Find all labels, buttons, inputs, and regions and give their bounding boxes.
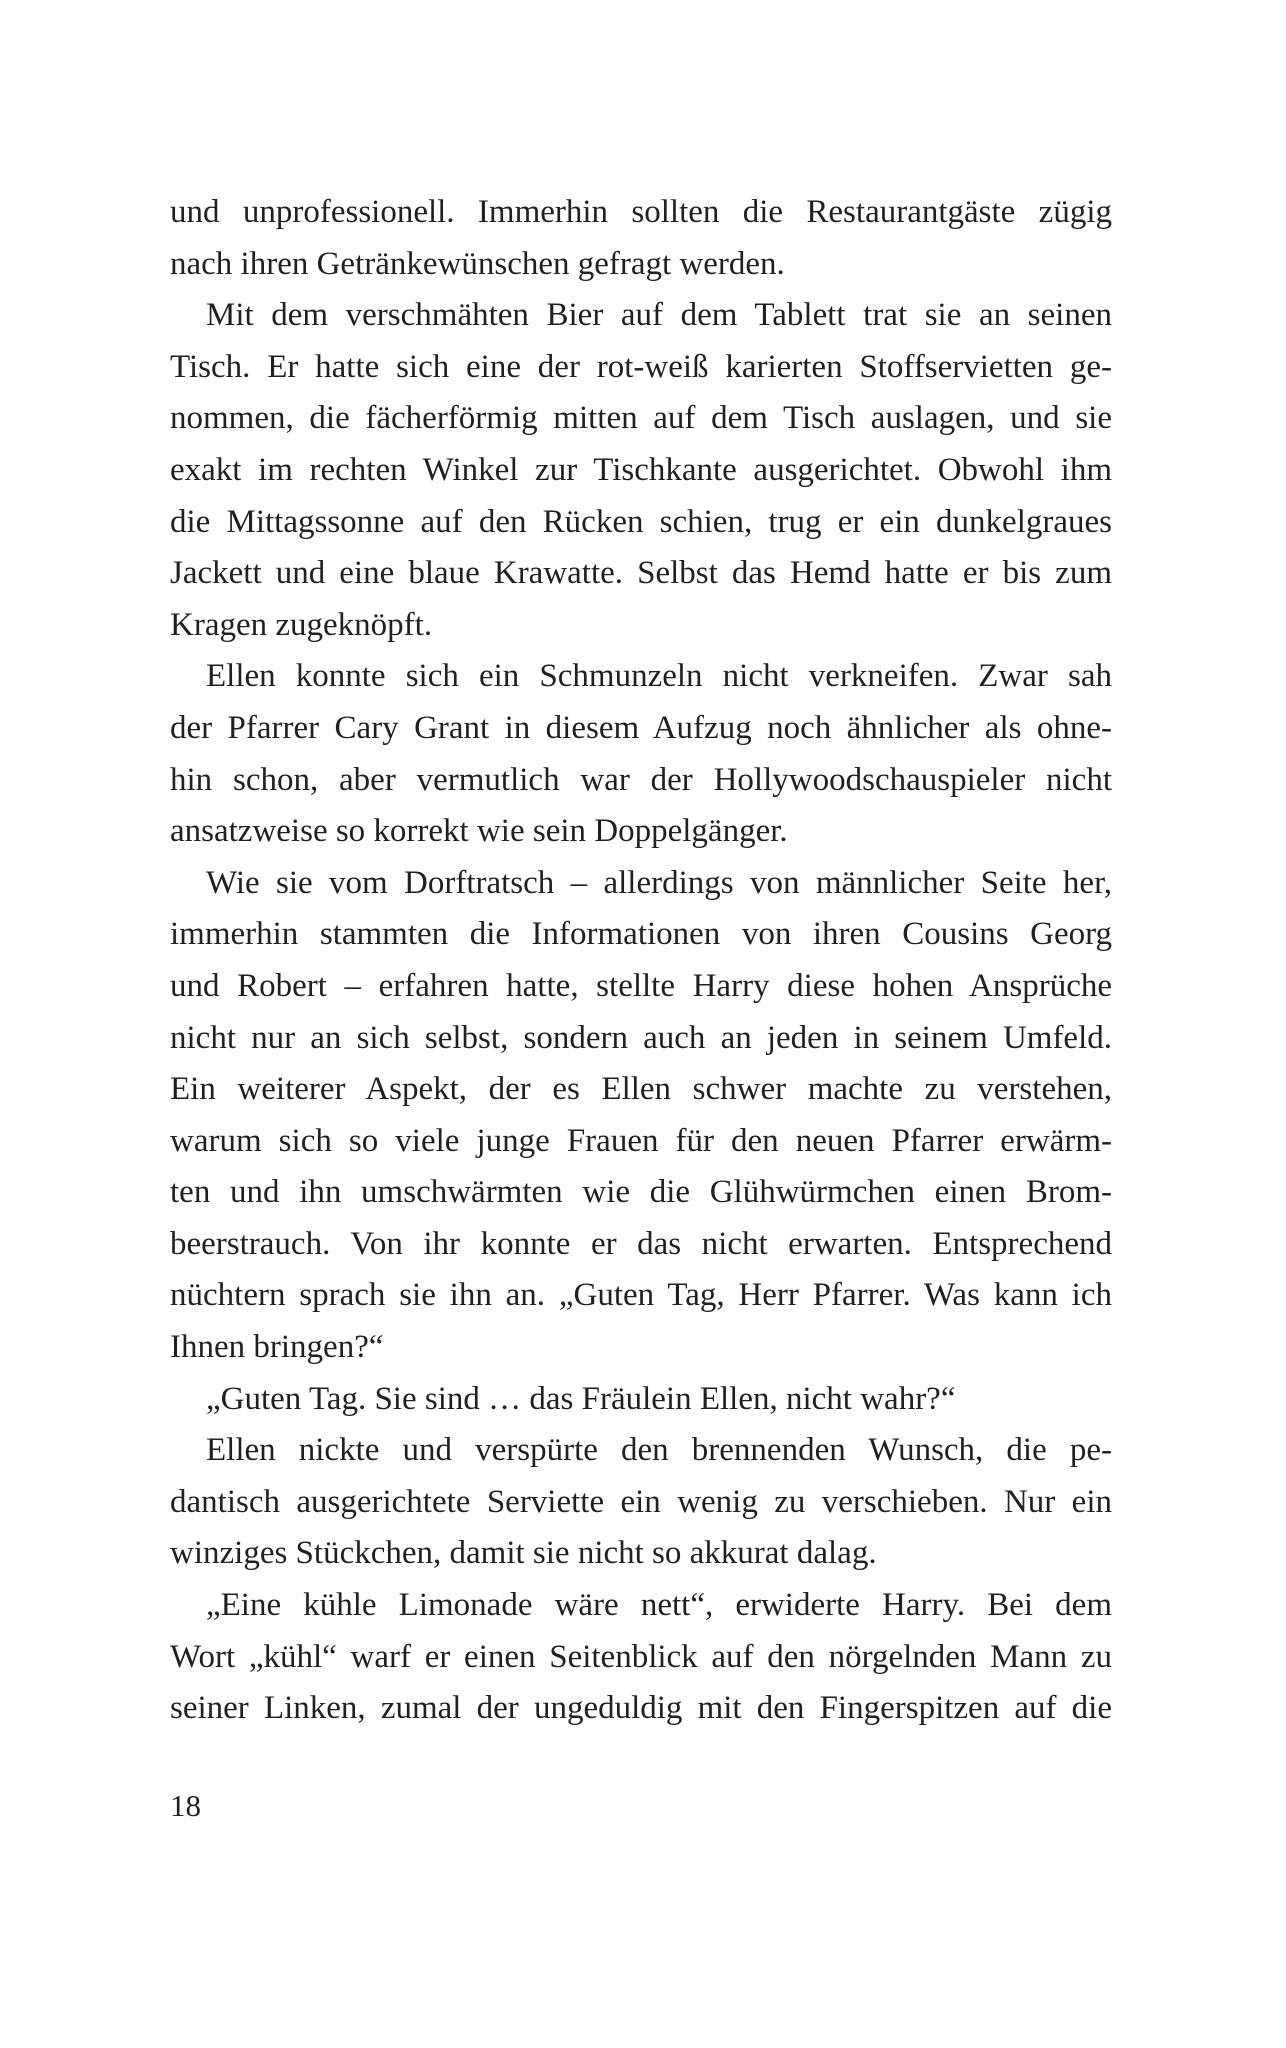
text-line: Wie sie vom Dorftratsch – allerdings von männlicher Seite her,: [206, 864, 1112, 901]
text-line: nommen, die fächerförmig mitten auf dem Tisch auslagen, und sie: [170, 400, 1112, 437]
text-line: ten und ihn umschwärmten wie die Glühwürmchen einen Brom-: [170, 1174, 1112, 1211]
text-line: Tisch. Er hatte sich eine der rot-weiß karierten Stoffservietten ge-: [170, 348, 1112, 385]
text-line: beerstrauch. Von ihr konnte er das nicht erwarten. Entsprechend: [170, 1225, 1112, 1262]
text-line: der Pfarrer Cary Grant in diesem Aufzug noch ähnlicher als ohne-: [170, 709, 1112, 746]
text-line: immerhin stammten die Informationen von ihren Cousins Georg: [170, 916, 1112, 953]
text-line: warum sich so viele junge Frauen für den neuen Pfarrer erwärm-: [170, 1122, 1112, 1159]
text-line: „Eine kühle Limonade wäre nett“, erwiderte Harry. Bei dem: [206, 1587, 1112, 1624]
text-line: und unprofessionell. Immerhin sollten die Restaurantgäste zügig: [170, 194, 1112, 230]
text-line: Mit dem verschmähten Bier auf dem Tablett trat sie an seinen: [206, 297, 1112, 334]
text-line: Ein weiterer Aspekt, der es Ellen schwer machte zu verstehen,: [170, 1071, 1112, 1108]
text-line: winziges Stückchen, damit sie nicht so akkurat dalag.: [170, 1535, 877, 1572]
text-line: seiner Linken, zumal der ungeduldig mit den Fingerspitzen auf die: [170, 1690, 1112, 1727]
text-line: Jackett und eine blaue Krawatte. Selbst das Hemd hatte er bis zum: [170, 555, 1112, 592]
text-line: dantisch ausgerichtete Serviette ein wenig zu verschieben. Nur ein: [170, 1483, 1112, 1520]
text-line: „Guten Tag. Sie sind … das Fräulein Ellen, nicht wahr?“: [206, 1380, 956, 1417]
text-line: ansatzweise so korrekt wie sein Doppelgänger.: [170, 813, 788, 850]
text-line: die Mittagssonne auf den Rücken schien, trug er ein dunkelgraues: [170, 503, 1112, 540]
text-line: nicht nur an sich selbst, sondern auch an jeden in seinem Umfeld.: [170, 1019, 1112, 1056]
text-line: nüchtern sprach sie ihn an. „Guten Tag, Herr Pfarrer. Was kann ich: [170, 1277, 1112, 1314]
text-line: Ellen nickte und verspürte den brennenden Wunsch, die pe-: [206, 1432, 1112, 1469]
text-line: Ellen konnte sich ein Schmunzeln nicht verkneifen. Zwar sah: [206, 658, 1112, 695]
text-line: exakt im rechten Winkel zur Tischkante ausgerichtet. Obwohl ihm: [170, 451, 1112, 488]
text-line: Wort „kühl“ warf er einen Seitenblick auf den nörgelnden Mann zu: [170, 1638, 1112, 1675]
text-line: und Robert – erfahren hatte, stellte Harry diese hohen Ansprüche: [170, 967, 1112, 1004]
text-line: Kragen zugeknöpft.: [170, 606, 433, 643]
text-line: nach ihren Getränkewünschen gefragt werden.: [170, 245, 785, 282]
text-line: hin schon, aber vermutlich war der Hollywoodschauspieler nicht: [170, 761, 1112, 798]
body-text: [170, 187, 1112, 1735]
text-line: Ihnen bringen?“: [170, 1329, 384, 1366]
page-number: 18: [170, 1788, 201, 1823]
